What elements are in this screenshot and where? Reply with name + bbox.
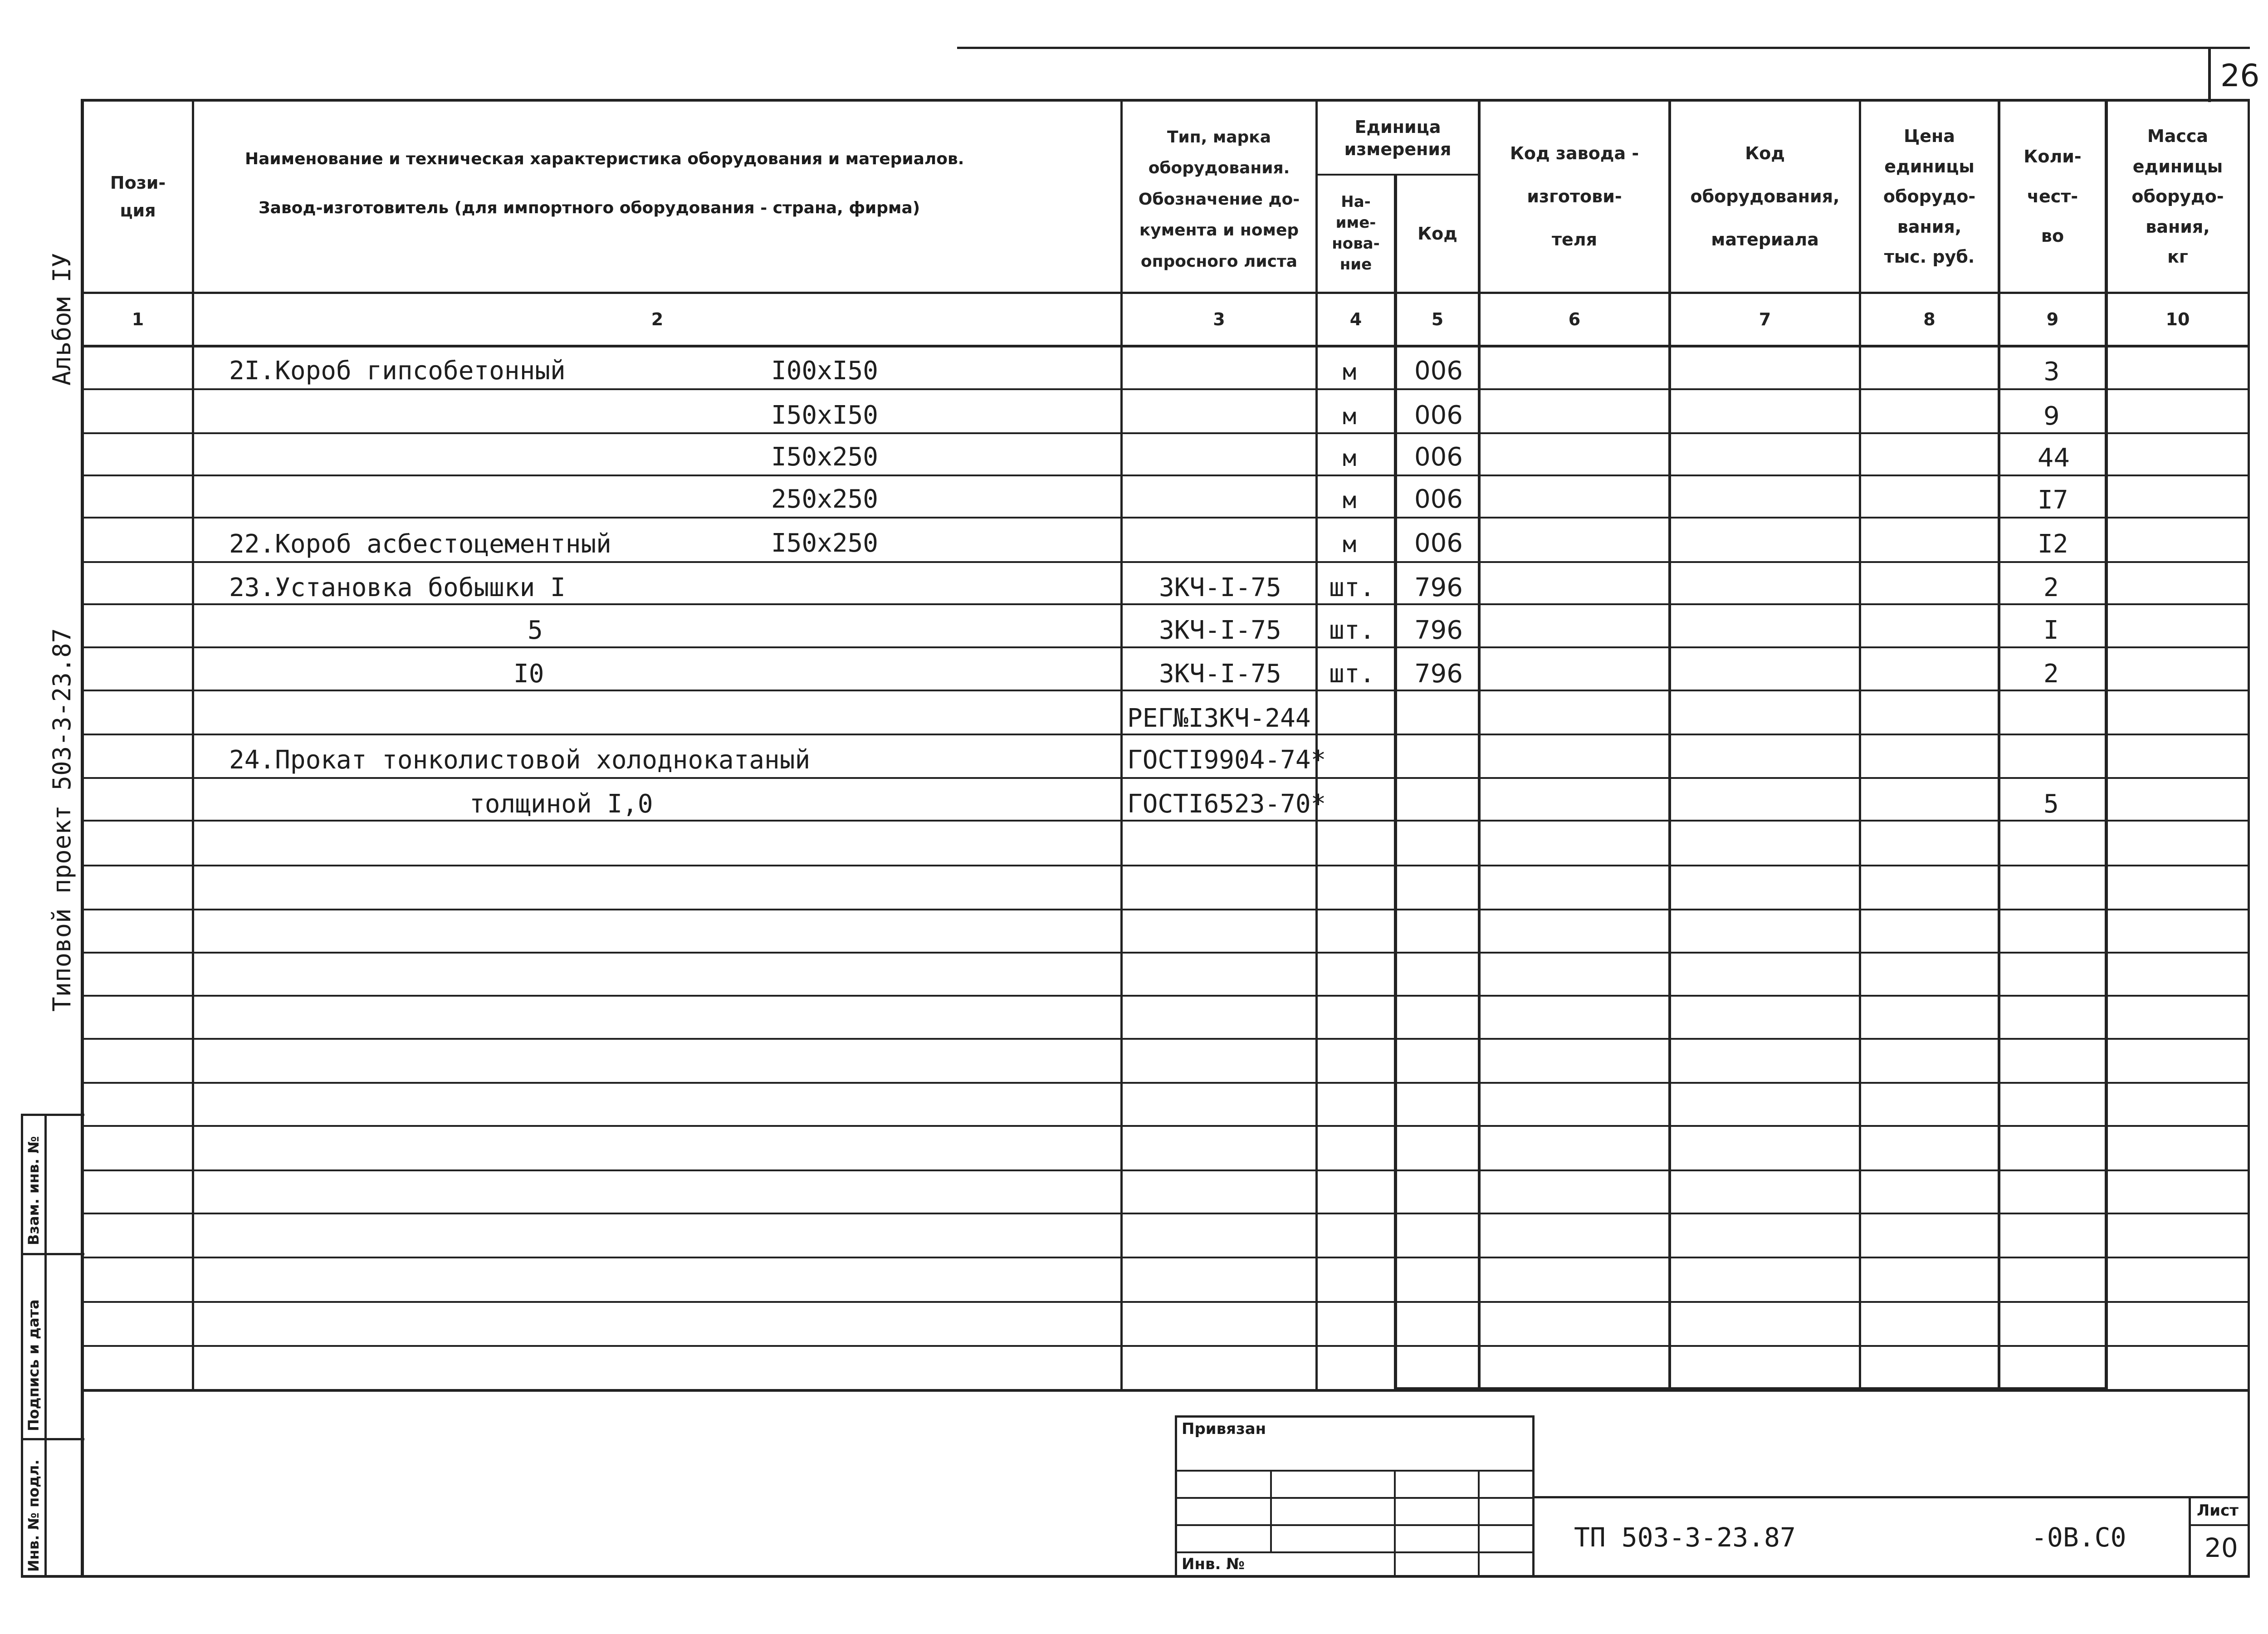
row-type: ГОСТI6523-70* [1127,789,1326,819]
header-name-line2: Завод-изготовитель (для импортного оборудования - страна, фирма) [259,199,920,217]
row-code: 006 [1414,528,1463,558]
privyazan-row-1 [1175,1470,1534,1472]
row-qty: 9 [2043,401,2060,431]
row-type: ЗКЧ-I-75 [1159,616,1281,645]
row-qty: 44 [2038,443,2070,473]
privyazan-top [1175,1415,1534,1418]
row-qty: I2 [2038,529,2068,559]
row-size: I50x250 [771,528,879,558]
row-qty: 5 [2043,789,2059,819]
row-rule [81,690,2250,691]
frame-left [81,99,84,1578]
row-type: ГОСТI9904-74* [1127,745,1326,775]
privyazan-row-4 [1175,1551,1534,1553]
row-code: 796 [1414,659,1463,689]
row-size: I50xI50 [771,401,879,430]
row-qty: I7 [2038,485,2068,515]
row-rule [81,1213,2250,1214]
row-rule [81,865,2250,866]
sheet-box-mid [2189,1524,2250,1526]
frame-bottom [21,1575,2250,1578]
row-rule [81,1301,2250,1303]
privyazan-col-3 [1478,1470,1480,1575]
sheet-label: Лист [2197,1502,2239,1520]
colnum-8: 8 [1923,309,1936,329]
row-rule [81,388,2250,390]
row-code: 006 [1414,356,1463,386]
colnum-5: 5 [1431,309,1444,329]
row-unit: шт. [1329,659,1375,689]
row-size: I00xI50 [771,356,879,386]
page-number: 26 [2220,58,2260,94]
row-rule [81,517,2250,519]
row-type: РЕГ№IЗКЧ-244 [1127,704,1311,733]
row-name: 2I.Короб гипсобетонный [229,356,566,386]
sheet-number: 20 [2204,1532,2238,1563]
stamp-top [21,1114,84,1116]
header-mass: Масса единицы оборудо- вания, кг [2131,126,2224,267]
row-code: 796 [1414,573,1463,602]
page-number-divider [2208,47,2211,102]
row-rule [81,1257,2250,1258]
row-qty: 2 [2043,659,2059,689]
row-name: 5 [528,616,543,645]
designation-suffix: -0В.С0 [2031,1522,2126,1553]
row-rule [81,432,2250,434]
colnum-7: 7 [1759,309,1771,329]
privyazan-row-3 [1175,1524,1534,1526]
row-rule [81,820,2250,822]
colnum-3: 3 [1213,309,1225,329]
header-factory-code: Код завода - изготови- теля [1510,143,1639,250]
privyazan-label: Привязан [1182,1420,1266,1438]
header-name-line1: Наименование и техническая характеристика оборудования и материалов. [245,150,964,168]
header-equipment-code: Код оборудования, материала [1690,143,1840,250]
row-name: 22.Короб асбестоцементный [229,529,611,559]
top-rule [957,47,2250,49]
stamp-vzam: Взам. инв. № [25,1136,42,1245]
frame-right [2248,99,2250,1578]
row-rule [81,995,2250,997]
table-bottom-bold [1394,1387,2108,1391]
row-code: 796 [1414,616,1463,645]
inv-no-label: Инв. № [1182,1555,1245,1573]
row-rule [81,1169,2250,1171]
row-code: 006 [1414,484,1463,514]
row-code: 006 [1414,442,1463,472]
privyazan-col-1 [1270,1470,1272,1551]
header-price: Цена единицы оборудо- вания, тыс. руб. [1883,126,1976,267]
col-line-2 [1120,99,1123,1392]
stamp-inv-podl: Инв. № подл. [25,1459,42,1572]
row-type: ЗКЧ-I-75 [1159,659,1281,689]
album-label: Альбом IУ [48,253,76,386]
col-line-1 [192,99,194,1392]
row-unit: м [1343,445,1357,471]
row-size: 250x250 [771,484,879,514]
row-type: ЗКЧ-I-75 [1159,573,1281,602]
body-bold-rule [1394,347,1397,1391]
row-unit: м [1343,487,1357,514]
header-unit-code: Код [1418,223,1457,244]
stamp-sep-1 [21,1253,84,1255]
row-rule [81,777,2250,779]
row-unit: шт. [1329,573,1375,602]
col-line-6 [1668,99,1671,1392]
row-unit: м [1343,359,1357,385]
row-name: 24.Прокат тонколистовой холоднокатаный [229,745,811,775]
stamp-podpis: Подпись и дата [25,1299,42,1431]
designation-top [1534,1496,2250,1498]
project-label: Типовой проект 503-3-23.87 [48,628,76,1012]
row-qty: I [2043,616,2059,645]
row-unit: шт. [1329,616,1375,645]
colnum-bottom-rule [81,345,2250,347]
row-rule [81,952,2250,954]
unit-group-rule [1315,174,1480,176]
designation: ТП 503-3-23.87 [1574,1522,1796,1553]
col-line-9 [2105,99,2108,1392]
stamp-inner-border [44,1114,47,1577]
header-position: Пози- ция [110,172,166,220]
row-rule [81,1125,2250,1127]
row-rule [81,1345,2250,1347]
row-qty: 2 [2043,573,2059,602]
row-rule [81,603,2250,605]
row-rule [81,1038,2250,1040]
header-quantity: Коли- чест- во [2024,147,2082,246]
stamp-sep-2 [21,1438,84,1440]
row-rule [81,561,2250,563]
col-line-7 [1859,99,1861,1392]
row-code: 006 [1414,401,1463,430]
colnum-4: 4 [1349,309,1362,329]
row-name: толщиной I,0 [469,789,653,819]
col-line-5 [1478,99,1481,1392]
sheet-box-left [2189,1496,2191,1575]
row-qty: 3 [2043,357,2060,386]
row-rule [81,475,2250,476]
row-rule [81,1082,2250,1084]
colnum-1: 1 [132,309,144,329]
header-unit-name: На- име- нова- ние [1332,193,1380,274]
header-type: Тип, марка оборудования. Обозначение до- кумента и номер опросного листа [1138,128,1300,271]
row-rule [81,734,2250,735]
colnum-2: 2 [651,309,664,329]
row-unit: м [1343,403,1357,430]
col-line-8 [1998,99,2000,1392]
privyazan-row-2 [1175,1497,1534,1499]
row-name: I0 [513,659,544,689]
row-size: I50x250 [771,442,879,472]
row-rule [81,909,2250,910]
colnum-6: 6 [1568,309,1581,329]
colnum-10: 10 [2165,309,2190,329]
row-unit: м [1343,531,1357,558]
privyazan-col-2 [1394,1470,1396,1575]
stamp-left-border [21,1114,23,1577]
header-unit-group: Единица измерения [1344,117,1452,159]
colnum-9: 9 [2046,309,2059,329]
row-name: 23.Установка бобышки I [229,573,566,602]
row-rule [81,646,2250,648]
